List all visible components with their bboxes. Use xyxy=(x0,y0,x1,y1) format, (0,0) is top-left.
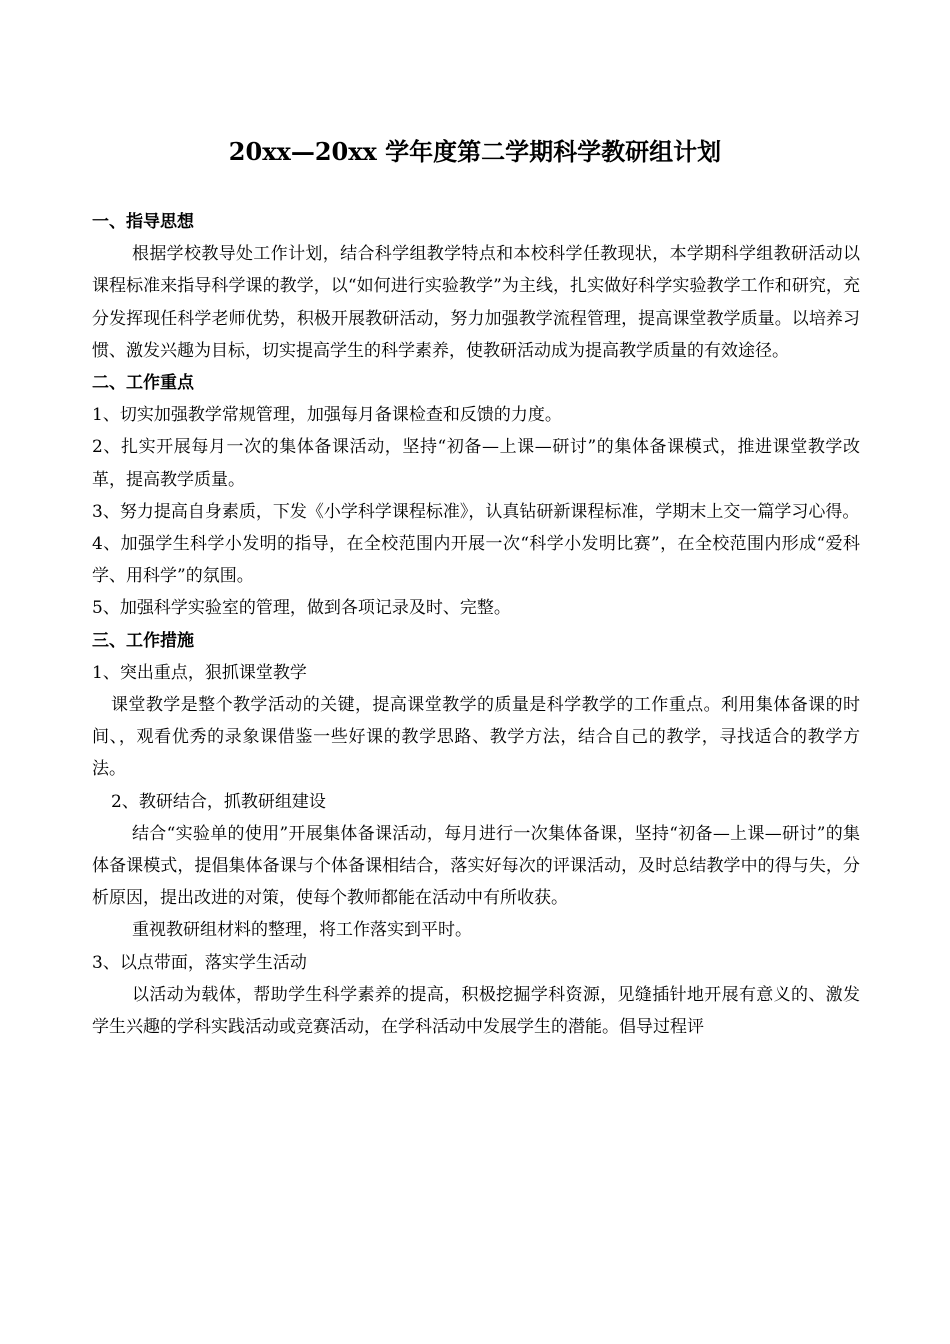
section-heading-work-measures: 三、工作措施 xyxy=(92,630,194,651)
subsection-title: 3、以点带面，落实学生活动 xyxy=(92,952,307,973)
list-item: 2、扎实开展每月一次的集体备课活动，坚持“初备—上课—研讨”的集体备课模式，推进课堂教学改革，提高教学质量。 xyxy=(92,437,860,490)
section-heading-guiding-ideology: 一、指导思想 xyxy=(92,212,194,232)
document-title: 20xx—20xx 学年度第二学期科学教研组计划 xyxy=(228,137,722,166)
subsection-paragraph: 结合“实验单的使用”开展集体备课活动，每月进行一次集体备课，坚持“初备—上课—研讨”的集体备课模式，提倡集体备课与个体备课相结合，落实好每次的评课活动，及时总结教学中的得与失，分析原因，提出改进的对策，使每个教师都能在活动中有所收获。 xyxy=(92,823,860,909)
list-item: 3、努力提高自身素质，下发《小学科学课程标准》，认真钻研新课程标准，学期末上交一篇学习心得。 xyxy=(92,501,860,522)
subsection-paragraph: 重视教研组材料的整理，将工作落实到平时。 xyxy=(132,920,472,941)
subsection-title: 2、教研结合，抓教研组建设 xyxy=(111,791,326,812)
list-item: 5、加强科学实验室的管理，做到各项记录及时、完整。 xyxy=(92,598,511,619)
subsection-title: 1、突出重点，狠抓课堂教学 xyxy=(92,662,307,683)
paragraph-guiding-ideology: 根据学校教导处工作计划，结合科学组教学特点和本校科学任教现状，本学期科学组教研活动以课程标准来指导科学课的教学，以“如何进行实验教学”为主线，扎实做好科学实验教学工作和研究，充分发挥现任科学老师优势，积极开展教研活动，努力加强教学流程管理，提高课堂教学质量。以培养习惯、激发兴趣为目标，切实提高学生的科学素养，使教研活动成为提高教学质量的有效途径。 xyxy=(92,244,860,361)
section-heading-work-focus: 二、工作重点 xyxy=(92,373,194,394)
document-body xyxy=(92,206,860,1043)
list-item: 1、切实加强教学常规管理，加强每月备课检查和反馈的力度。 xyxy=(92,405,562,426)
list-item: 4、加强学生科学小发明的指导，在全校范围内开展一次“科学小发明比赛”，在全校范围内形成“爱科学、用科学”的氛围。 xyxy=(92,534,860,587)
subsection-paragraph: 课堂教学是整个教学活动的关键，提高课堂教学的质量是科学教学的工作重点。利用集体备课的时间、，观看优秀的录象课借鉴一些好课的教学思路、教学方法，结合自己的教学，寻找适合的教学方法。 xyxy=(92,695,860,780)
subsection-paragraph: 以活动为载体，帮助学生科学素养的提高，积极挖掘学科资源，见缝插针地开展有意义的、激发学生兴趣的学科实践活动或竞赛活动，在学科活动中发展学生的潜能。倡导过程评 xyxy=(92,984,860,1038)
